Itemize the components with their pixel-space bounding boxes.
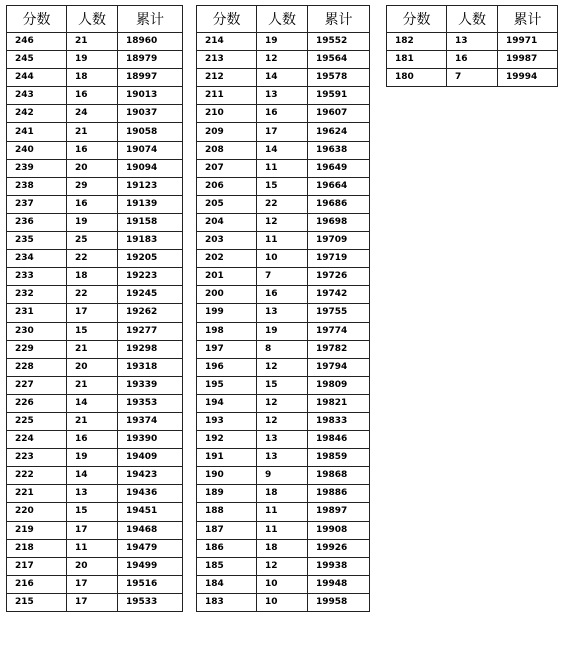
table-row	[7, 503, 183, 521]
cumulative-cell: 19794	[308, 358, 370, 376]
count-cell: 16	[67, 141, 118, 159]
table-row	[7, 105, 183, 123]
count-cell: 7	[447, 69, 498, 87]
cumulative-cell: 19516	[118, 575, 183, 593]
cumulative-cell: 19123	[118, 177, 183, 195]
score-cell: 220	[7, 503, 67, 521]
header-score: 分数	[387, 6, 447, 33]
count-cell: 10	[257, 593, 308, 611]
score-cell: 213	[197, 51, 257, 69]
count-cell: 17	[67, 521, 118, 539]
score-cell: 200	[197, 286, 257, 304]
score-cell: 181	[387, 51, 447, 69]
cumulative-cell: 19868	[308, 467, 370, 485]
score-cell: 214	[197, 33, 257, 51]
count-cell: 14	[257, 69, 308, 87]
table-row	[387, 51, 558, 69]
table-row	[7, 557, 183, 575]
cumulative-cell: 19607	[308, 105, 370, 123]
cumulative-cell: 19897	[308, 503, 370, 521]
score-cell: 210	[197, 105, 257, 123]
count-cell: 17	[67, 304, 118, 322]
score-cell: 188	[197, 503, 257, 521]
score-cell: 204	[197, 213, 257, 231]
header-count: 人数	[257, 6, 308, 33]
score-cell: 193	[197, 412, 257, 430]
cumulative-cell: 19564	[308, 51, 370, 69]
count-cell: 13	[447, 33, 498, 51]
score-cell: 240	[7, 141, 67, 159]
score-cell: 243	[7, 87, 67, 105]
table-row	[197, 213, 370, 231]
count-cell: 15	[67, 503, 118, 521]
cumulative-cell: 19205	[118, 250, 183, 268]
score-cell: 237	[7, 195, 67, 213]
cumulative-cell: 19436	[118, 485, 183, 503]
count-cell: 19	[67, 449, 118, 467]
cumulative-cell: 19374	[118, 412, 183, 430]
table-row	[197, 159, 370, 177]
score-cell: 231	[7, 304, 67, 322]
score-cell: 218	[7, 539, 67, 557]
cumulative-cell: 19353	[118, 394, 183, 412]
count-cell: 12	[257, 394, 308, 412]
score-cell: 208	[197, 141, 257, 159]
score-cell: 224	[7, 431, 67, 449]
score-cell: 199	[197, 304, 257, 322]
table-row	[197, 304, 370, 322]
table-row	[7, 232, 183, 250]
table-row	[7, 575, 183, 593]
table-row	[387, 69, 558, 87]
score-cell: 180	[387, 69, 447, 87]
score-cell: 217	[7, 557, 67, 575]
cumulative-cell: 19339	[118, 376, 183, 394]
score-cell: 212	[197, 69, 257, 87]
score-table-1	[6, 5, 183, 612]
cumulative-cell: 18997	[118, 69, 183, 87]
count-cell: 21	[67, 376, 118, 394]
score-cell: 238	[7, 177, 67, 195]
header-row	[197, 6, 370, 33]
cumulative-cell: 19926	[308, 539, 370, 557]
cumulative-cell: 19821	[308, 394, 370, 412]
score-cell: 211	[197, 87, 257, 105]
count-cell: 20	[67, 159, 118, 177]
table-row	[197, 358, 370, 376]
table-row	[7, 340, 183, 358]
table-row	[387, 33, 558, 51]
score-cell: 244	[7, 69, 67, 87]
count-cell: 19	[67, 51, 118, 69]
count-cell: 22	[67, 250, 118, 268]
table-row	[197, 286, 370, 304]
cumulative-cell: 19686	[308, 195, 370, 213]
score-cell: 207	[197, 159, 257, 177]
table-row	[197, 467, 370, 485]
cumulative-cell: 19908	[308, 521, 370, 539]
cumulative-cell: 19774	[308, 322, 370, 340]
table-row	[7, 177, 183, 195]
table-body	[387, 33, 558, 87]
table-row	[197, 232, 370, 250]
count-cell: 16	[67, 431, 118, 449]
count-cell: 8	[257, 340, 308, 358]
score-cell: 228	[7, 358, 67, 376]
count-cell: 19	[67, 213, 118, 231]
cumulative-cell: 19755	[308, 304, 370, 322]
count-cell: 11	[257, 159, 308, 177]
score-cell: 242	[7, 105, 67, 123]
score-cell: 234	[7, 250, 67, 268]
table-row	[7, 539, 183, 557]
table-row	[197, 557, 370, 575]
table-row	[7, 123, 183, 141]
score-table-2	[196, 5, 370, 612]
table-row	[197, 87, 370, 105]
count-cell: 24	[67, 105, 118, 123]
table-row	[197, 340, 370, 358]
count-cell: 12	[257, 213, 308, 231]
cumulative-cell: 19948	[308, 575, 370, 593]
score-cell: 206	[197, 177, 257, 195]
count-cell: 17	[67, 575, 118, 593]
cumulative-cell: 19318	[118, 358, 183, 376]
cumulative-cell: 19468	[118, 521, 183, 539]
score-cell: 197	[197, 340, 257, 358]
score-cell: 190	[197, 467, 257, 485]
score-cell: 185	[197, 557, 257, 575]
table-row	[197, 593, 370, 611]
score-cell: 192	[197, 431, 257, 449]
count-cell: 18	[67, 268, 118, 286]
cumulative-cell: 19533	[118, 593, 183, 611]
cumulative-cell: 19742	[308, 286, 370, 304]
count-cell: 29	[67, 177, 118, 195]
score-cell: 227	[7, 376, 67, 394]
cumulative-cell: 19782	[308, 340, 370, 358]
score-cell: 205	[197, 195, 257, 213]
header-row	[387, 6, 558, 33]
cumulative-cell: 19409	[118, 449, 183, 467]
count-cell: 10	[257, 575, 308, 593]
score-cell: 195	[197, 376, 257, 394]
cumulative-cell: 19578	[308, 69, 370, 87]
count-cell: 22	[257, 195, 308, 213]
table-row	[7, 521, 183, 539]
score-cell: 182	[387, 33, 447, 51]
count-cell: 17	[257, 123, 308, 141]
table-row	[197, 503, 370, 521]
cumulative-cell: 19987	[498, 51, 558, 69]
score-cell: 222	[7, 467, 67, 485]
table-row	[197, 268, 370, 286]
count-cell: 20	[67, 557, 118, 575]
count-cell: 13	[257, 449, 308, 467]
score-cell: 196	[197, 358, 257, 376]
table-row	[197, 539, 370, 557]
count-cell: 21	[67, 340, 118, 358]
header-cumulative: 累计	[308, 6, 370, 33]
score-cell: 209	[197, 123, 257, 141]
table-row	[7, 195, 183, 213]
cumulative-cell: 19451	[118, 503, 183, 521]
cumulative-cell: 19139	[118, 195, 183, 213]
count-cell: 16	[67, 87, 118, 105]
score-cell: 245	[7, 51, 67, 69]
cumulative-cell: 19709	[308, 232, 370, 250]
score-cell: 236	[7, 213, 67, 231]
header-count: 人数	[67, 6, 118, 33]
table-row	[7, 593, 183, 611]
cumulative-cell: 19074	[118, 141, 183, 159]
cumulative-cell: 19886	[308, 485, 370, 503]
cumulative-cell: 19094	[118, 159, 183, 177]
cumulative-cell: 19058	[118, 123, 183, 141]
header-score: 分数	[197, 6, 257, 33]
table-row	[197, 412, 370, 430]
count-cell: 12	[257, 412, 308, 430]
cumulative-cell: 19638	[308, 141, 370, 159]
count-cell: 18	[257, 539, 308, 557]
cumulative-cell: 19013	[118, 87, 183, 105]
score-cell: 194	[197, 394, 257, 412]
count-cell: 12	[257, 557, 308, 575]
table-row	[197, 33, 370, 51]
table-row	[197, 394, 370, 412]
table-body	[7, 33, 183, 612]
count-cell: 16	[257, 286, 308, 304]
table-row	[197, 177, 370, 195]
header-cumulative: 累计	[498, 6, 558, 33]
count-cell: 18	[67, 69, 118, 87]
count-cell: 17	[67, 593, 118, 611]
score-cell: 201	[197, 268, 257, 286]
count-cell: 12	[257, 51, 308, 69]
count-cell: 19	[257, 322, 308, 340]
count-cell: 16	[67, 195, 118, 213]
table-row	[7, 412, 183, 430]
header-cumulative: 累计	[118, 6, 183, 33]
score-cell: 183	[197, 593, 257, 611]
count-cell: 15	[67, 322, 118, 340]
table-row	[7, 358, 183, 376]
table-row	[197, 69, 370, 87]
count-cell: 21	[67, 33, 118, 51]
count-cell: 14	[67, 394, 118, 412]
count-cell: 16	[257, 105, 308, 123]
cumulative-cell: 19624	[308, 123, 370, 141]
table-row	[7, 268, 183, 286]
table-row	[197, 105, 370, 123]
count-cell: 15	[257, 376, 308, 394]
table-row	[7, 250, 183, 268]
cumulative-cell: 19833	[308, 412, 370, 430]
count-cell: 11	[67, 539, 118, 557]
table-row	[7, 376, 183, 394]
cumulative-cell: 19223	[118, 268, 183, 286]
table-row	[7, 467, 183, 485]
table-row	[197, 322, 370, 340]
count-cell: 9	[257, 467, 308, 485]
count-cell: 13	[67, 485, 118, 503]
table-row	[197, 575, 370, 593]
score-cell: 241	[7, 123, 67, 141]
cumulative-cell: 19552	[308, 33, 370, 51]
score-cell: 219	[7, 521, 67, 539]
table-row	[7, 431, 183, 449]
cumulative-cell: 19809	[308, 376, 370, 394]
table-row	[197, 431, 370, 449]
score-cell: 186	[197, 539, 257, 557]
table-body	[197, 33, 370, 612]
cumulative-cell: 19245	[118, 286, 183, 304]
score-table-3	[386, 5, 558, 87]
cumulative-cell: 19499	[118, 557, 183, 575]
count-cell: 21	[67, 123, 118, 141]
score-cell: 233	[7, 268, 67, 286]
cumulative-cell: 18960	[118, 33, 183, 51]
cumulative-cell: 19938	[308, 557, 370, 575]
cumulative-cell: 19698	[308, 213, 370, 231]
score-cell: 232	[7, 286, 67, 304]
count-cell: 20	[67, 358, 118, 376]
count-cell: 11	[257, 232, 308, 250]
table-row	[7, 449, 183, 467]
count-cell: 15	[257, 177, 308, 195]
cumulative-cell: 18979	[118, 51, 183, 69]
score-cell: 239	[7, 159, 67, 177]
count-cell: 13	[257, 304, 308, 322]
cumulative-cell: 19664	[308, 177, 370, 195]
score-cell: 191	[197, 449, 257, 467]
score-cell: 221	[7, 485, 67, 503]
score-cell: 184	[197, 575, 257, 593]
cumulative-cell: 19479	[118, 539, 183, 557]
table-row	[197, 195, 370, 213]
cumulative-cell: 19183	[118, 232, 183, 250]
table-row	[7, 485, 183, 503]
count-cell: 13	[257, 87, 308, 105]
cumulative-cell: 19649	[308, 159, 370, 177]
score-cell: 215	[7, 593, 67, 611]
header-score: 分数	[7, 6, 67, 33]
table-row	[7, 87, 183, 105]
table-row	[7, 322, 183, 340]
cumulative-cell: 19719	[308, 250, 370, 268]
table-row	[197, 123, 370, 141]
cumulative-cell: 19994	[498, 69, 558, 87]
score-cell: 189	[197, 485, 257, 503]
cumulative-cell: 19262	[118, 304, 183, 322]
count-cell: 14	[67, 467, 118, 485]
cumulative-cell: 19859	[308, 449, 370, 467]
score-cell: 203	[197, 232, 257, 250]
cumulative-cell: 19390	[118, 431, 183, 449]
score-cell: 246	[7, 33, 67, 51]
count-cell: 12	[257, 358, 308, 376]
table-row	[7, 141, 183, 159]
table-row	[7, 33, 183, 51]
table-row	[7, 394, 183, 412]
count-cell: 7	[257, 268, 308, 286]
count-cell: 10	[257, 250, 308, 268]
table-row	[197, 376, 370, 394]
score-cell: 229	[7, 340, 67, 358]
table-row	[197, 250, 370, 268]
count-cell: 22	[67, 286, 118, 304]
count-cell: 18	[257, 485, 308, 503]
count-cell: 16	[447, 51, 498, 69]
header-count: 人数	[447, 6, 498, 33]
cumulative-cell: 19423	[118, 467, 183, 485]
count-cell: 13	[257, 431, 308, 449]
score-cell: 202	[197, 250, 257, 268]
table-row	[197, 485, 370, 503]
count-cell: 14	[257, 141, 308, 159]
score-cell: 223	[7, 449, 67, 467]
score-cell: 198	[197, 322, 257, 340]
table-row	[7, 213, 183, 231]
score-cell: 225	[7, 412, 67, 430]
table-row	[7, 304, 183, 322]
score-cell: 230	[7, 322, 67, 340]
count-cell: 19	[257, 33, 308, 51]
cumulative-cell: 19158	[118, 213, 183, 231]
cumulative-cell: 19277	[118, 322, 183, 340]
cumulative-cell: 19958	[308, 593, 370, 611]
cumulative-cell: 19037	[118, 105, 183, 123]
count-cell: 25	[67, 232, 118, 250]
cumulative-cell: 19591	[308, 87, 370, 105]
table-row	[197, 521, 370, 539]
table-row	[7, 69, 183, 87]
cumulative-cell: 19971	[498, 33, 558, 51]
table-row	[7, 159, 183, 177]
table-row	[7, 286, 183, 304]
score-cell: 187	[197, 521, 257, 539]
cumulative-cell: 19298	[118, 340, 183, 358]
header-row	[7, 6, 183, 33]
count-cell: 11	[257, 521, 308, 539]
score-cell: 226	[7, 394, 67, 412]
count-cell: 21	[67, 412, 118, 430]
cumulative-cell: 19846	[308, 431, 370, 449]
table-row	[197, 141, 370, 159]
count-cell: 11	[257, 503, 308, 521]
table-row	[197, 449, 370, 467]
table-row	[197, 51, 370, 69]
table-row	[7, 51, 183, 69]
cumulative-cell: 19726	[308, 268, 370, 286]
score-cell: 235	[7, 232, 67, 250]
score-cell: 216	[7, 575, 67, 593]
